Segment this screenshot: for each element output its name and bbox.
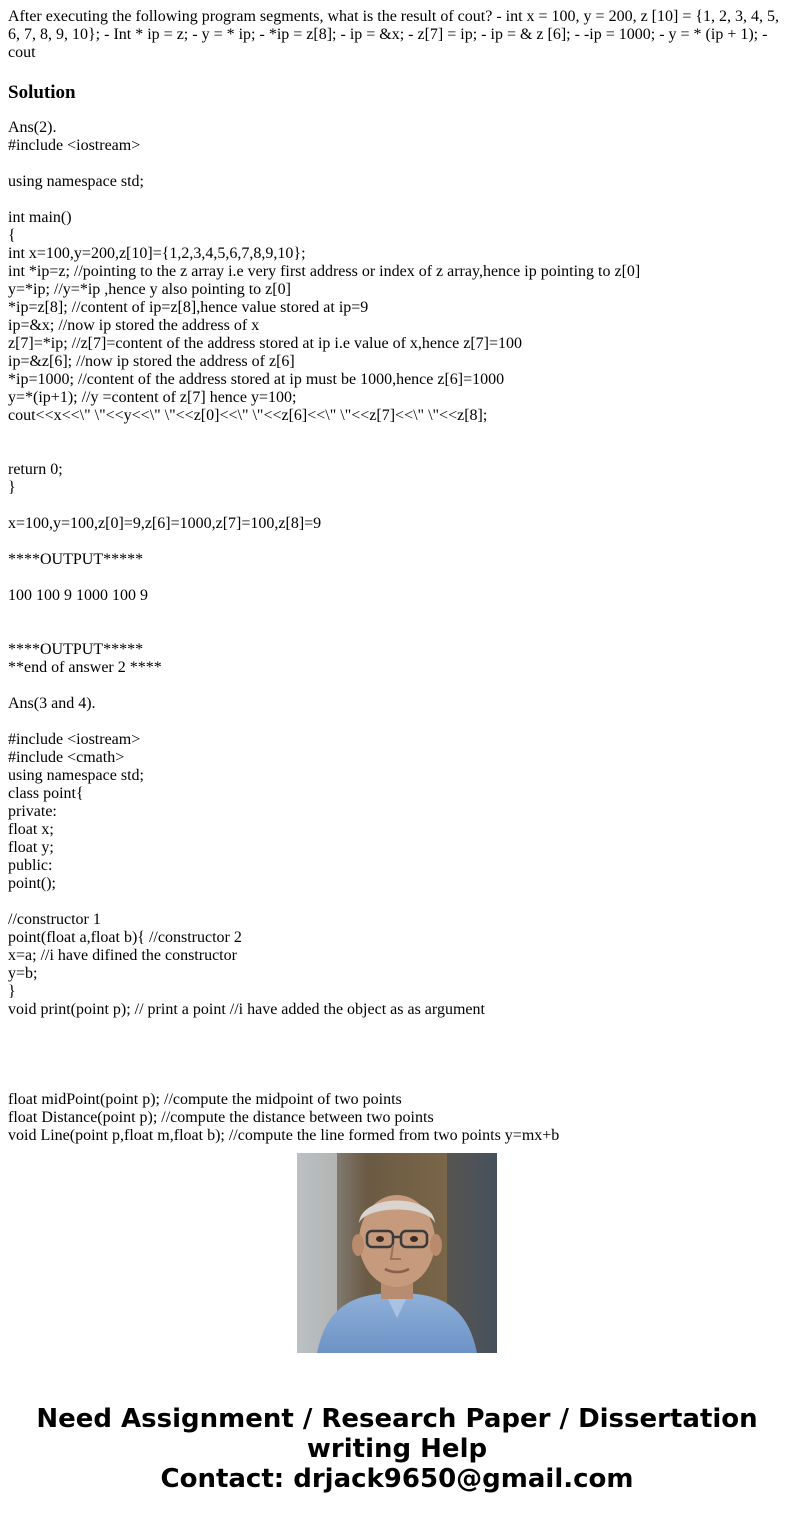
answer-line: private: <box>8 803 57 820</box>
promo-contact: Contact: drjack9650@gmail.com <box>160 1464 634 1494</box>
answer-line: using namespace std; <box>8 173 144 190</box>
answer-line: void Line(point p,float m,float b); //compute the line formed from two points y=mx+b <box>8 1127 560 1144</box>
answer-line: x=a; //i have difined the constructor <box>8 947 237 964</box>
promo-line-1: Need Assignment / Research Paper / Dissertation <box>36 1404 758 1434</box>
answer-line <box>8 425 786 443</box>
document-page <box>8 0 786 1144</box>
promo-line-2: writing Help <box>306 1434 488 1464</box>
answer-line <box>8 605 786 623</box>
answer-line <box>8 623 786 641</box>
answer-line: #include <cmath> <box>8 749 125 766</box>
answer-line: *ip=1000; //content of the address stored at ip must be 1000,hence z[6]=1000 <box>8 371 505 388</box>
answer-line <box>8 713 786 731</box>
answer-line <box>8 677 786 695</box>
answer-line <box>8 1019 786 1037</box>
answer-line: int x=100,y=200,z[10]={1,2,3,4,5,6,7,8,9,10}; <box>8 245 306 262</box>
answer-line <box>8 893 786 911</box>
answer-line: void print(point p); // print a point //i have added the object as as argument <box>8 1001 485 1018</box>
answer-line: cout<<x<<\" \"<<y<<\" \"<<z[0]<<\" \"<<z[6]<<\" \"<<z[7]<<\" \"<<z[8]; <box>8 407 488 424</box>
answer-line: float Distance(point p); //compute the distance between two points <box>8 1109 434 1126</box>
question-text: After executing the following program segments, what is the result of cout? - int x = 100, y = 200, z [10] = {1, 2, 3, 4, 5, 6, 7, 8, 9, 10}; - Int * ip = z; - y = * ip; - *ip = z[8]; - ip = &x; - z[7] = ip; - ip = & z [6]; - -ip = 1000; - y = * (ip + 1); - cout <box>8 8 780 61</box>
answer-line: { <box>8 227 16 244</box>
answer-line: **end of answer 2 **** <box>8 659 162 676</box>
answer-line <box>8 155 786 173</box>
answer-line: float x; <box>8 821 54 838</box>
answer-line <box>8 443 786 461</box>
answer-line: ip=&x; //now ip stored the address of x <box>8 317 260 334</box>
answer-line: y=*(ip+1); //y =content of z[7] hence y=100; <box>8 389 297 406</box>
answer-line <box>8 1073 786 1091</box>
answer-line: class point{ <box>8 785 84 802</box>
answer-line: ****OUTPUT***** <box>8 551 144 568</box>
answer-line: point(); <box>8 875 56 892</box>
answer-line: #include <iostream> <box>8 137 141 154</box>
answer-line: y=*ip; //y=*ip ,hence y also pointing to z[0] <box>8 281 291 298</box>
answer-line: int main() <box>8 209 72 226</box>
answer-line <box>8 497 786 515</box>
answer-line: Ans(2). <box>8 119 57 136</box>
answer-line <box>8 569 786 587</box>
answer-line: z[7]=*ip; //z[7]=content of the address stored at ip i.e value of x,hence z[7]=100 <box>8 335 522 352</box>
answer-line: public: <box>8 857 53 874</box>
answer-line: x=100,y=100,z[0]=9,z[6]=1000,z[7]=100,z[8]=9 <box>8 515 322 532</box>
answer-line: float midPoint(point p); //compute the midpoint of two points <box>8 1091 402 1108</box>
answer-line: //constructor 1 <box>8 911 101 928</box>
answer-line <box>8 191 786 209</box>
answer-line: } <box>8 983 16 1000</box>
answer-line <box>8 1055 786 1073</box>
answer-line: ****OUTPUT***** <box>8 641 144 658</box>
answer-line: int *ip=z; //pointing to the z array i.e very first address or index of z array,hence ip pointing to z[0] <box>8 263 641 280</box>
answer-line <box>8 1037 786 1055</box>
answer-line: float y; <box>8 839 54 856</box>
author-avatar <box>297 1153 497 1353</box>
answer-line: return 0; <box>8 461 63 478</box>
answer-code-block <box>8 119 786 1144</box>
answer-line: using namespace std; <box>8 767 144 784</box>
author-portrait-image <box>297 1153 497 1353</box>
answer-line: ip=&z[6]; //now ip stored the address of z[6] <box>8 353 295 370</box>
answer-line: Ans(3 and 4). <box>8 695 96 712</box>
promo-banner <box>0 1404 794 1494</box>
answer-line: #include <iostream> <box>8 731 141 748</box>
answer-line: y=b; <box>8 965 38 982</box>
answer-line: } <box>8 479 16 496</box>
answer-line <box>8 533 786 551</box>
solution-heading: Solution <box>8 82 76 103</box>
answer-line: point(float a,float b){ //constructor 2 <box>8 929 242 946</box>
answer-line: 100 100 9 1000 100 9 <box>8 587 148 604</box>
answer-line: *ip=z[8]; //content of ip=z[8],hence value stored at ip=9 <box>8 299 369 316</box>
